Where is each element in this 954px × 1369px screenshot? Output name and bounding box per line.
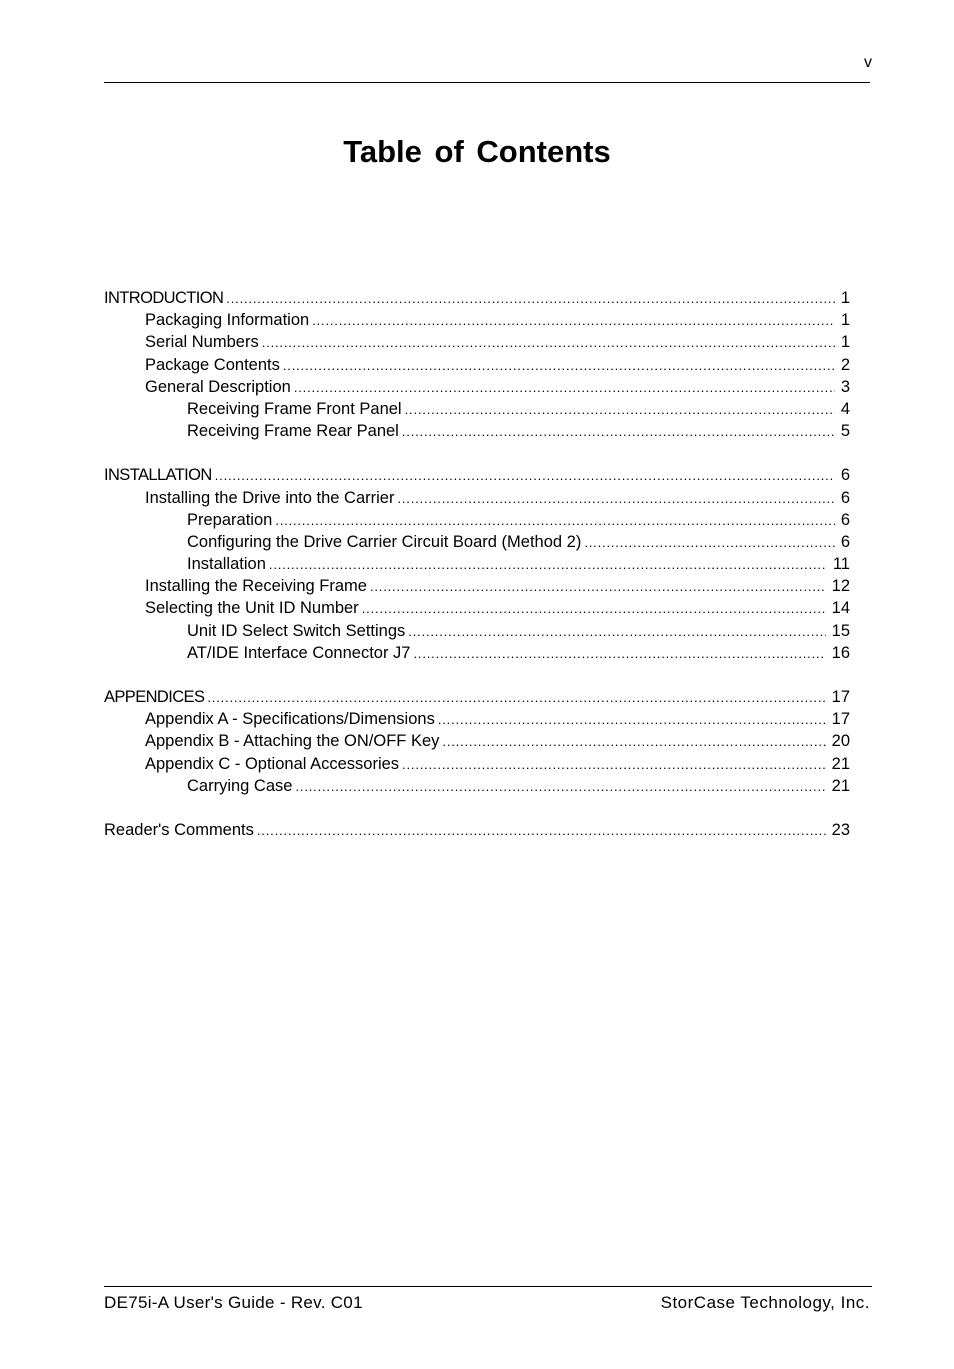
toc-entry-page: 6 — [840, 510, 850, 529]
toc-dot-leader — [402, 754, 826, 776]
toc-entry-label: Selecting the Unit ID Number — [145, 599, 359, 618]
toc-entry-page: 6 — [840, 532, 850, 551]
toc-dot-leader — [269, 554, 827, 576]
toc-entry-page: 6 — [840, 488, 850, 507]
toc-entry-page: 15 — [831, 621, 850, 640]
toc-entry-label: Unit ID Select Switch Settings — [187, 621, 406, 640]
toc-entry-page: 14 — [831, 599, 850, 618]
toc-entry-page: 20 — [831, 732, 850, 751]
toc-entry[interactable] — [104, 553, 850, 575]
toc-dot-leader — [262, 332, 835, 354]
toc-entry-label: Packaging Information — [145, 311, 310, 330]
toc-dot-leader — [402, 421, 835, 443]
toc-entry[interactable] — [104, 376, 850, 398]
toc-entry[interactable] — [104, 708, 850, 730]
toc-entry[interactable] — [104, 309, 850, 331]
toc-dot-leader — [215, 465, 835, 487]
toc-entry-page: 2 — [840, 355, 850, 374]
toc-entry-label: AT/IDE Interface Connector J7 — [187, 643, 411, 662]
toc-dot-leader — [257, 820, 826, 842]
toc-dot-leader — [408, 621, 825, 643]
toc-dot-leader — [275, 510, 835, 532]
toc-entry-label: Configuring the Drive Carrier Circuit Board (Method 2) — [187, 532, 582, 551]
footer-document-title: DE75i-A User's Guide - Rev. C01 — [104, 1293, 363, 1312]
toc-dot-leader — [438, 709, 826, 731]
toc-dot-leader — [226, 288, 835, 310]
toc-entry-page: 1 — [840, 289, 850, 307]
toc-entry[interactable] — [104, 620, 850, 642]
toc-entry-label: Carrying Case — [187, 776, 293, 795]
toc-entry-page: 12 — [831, 577, 850, 596]
toc-entry-page: 6 — [840, 466, 850, 485]
table-of-contents — [104, 287, 850, 841]
toc-entry-label: INSTALLATION — [104, 466, 212, 485]
toc-entry[interactable] — [104, 730, 850, 752]
toc-entry-page: 4 — [840, 399, 850, 418]
toc-dot-leader — [584, 532, 834, 554]
toc-entry-page: 21 — [831, 754, 850, 773]
toc-entry[interactable] — [104, 686, 850, 708]
toc-entry-label: Receiving Frame Rear Panel — [187, 422, 399, 441]
toc-entry[interactable] — [104, 464, 850, 486]
toc-entry-page: 17 — [831, 710, 850, 729]
toc-dot-leader — [207, 687, 825, 709]
page-number: v — [864, 54, 872, 71]
toc-entry[interactable] — [104, 775, 850, 797]
toc-entry-label: INTRODUCTION — [104, 289, 224, 307]
toc-entry[interactable] — [104, 819, 850, 841]
toc-entry[interactable] — [104, 575, 850, 597]
toc-dot-leader — [312, 310, 835, 332]
toc-entry-label: Installing the Drive into the Carrier — [145, 488, 395, 507]
toc-entry-label: Appendix B - Attaching the ON/OFF Key — [145, 732, 440, 751]
toc-dot-leader — [442, 731, 825, 753]
page-title: Table of Contents — [343, 134, 611, 169]
toc-dot-leader — [413, 643, 825, 665]
toc-entry-page: 23 — [831, 820, 850, 839]
footer-rule — [104, 1286, 872, 1287]
toc-entry-label: Preparation — [187, 510, 273, 529]
toc-entry[interactable] — [104, 487, 850, 509]
toc-entry-label: General Description — [145, 377, 291, 396]
toc-dot-leader — [362, 598, 826, 620]
toc-entry[interactable] — [104, 354, 850, 376]
toc-entry-label: Installation — [187, 555, 266, 574]
toc-entry-label: Serial Numbers — [145, 333, 259, 352]
toc-entry-label: Appendix C - Optional Accessories — [145, 754, 400, 773]
toc-entry[interactable] — [104, 331, 850, 353]
toc-dot-leader — [397, 488, 834, 510]
toc-entry-page: 21 — [831, 776, 850, 795]
toc-entry-page: 1 — [840, 333, 850, 352]
footer-company-name: StorCase Technology, Inc. — [660, 1293, 870, 1312]
toc-entry[interactable] — [104, 420, 850, 442]
header-rule — [104, 82, 870, 83]
toc-entry[interactable] — [104, 287, 850, 309]
toc-entry-page: 3 — [840, 377, 850, 396]
toc-entry[interactable] — [104, 753, 850, 775]
toc-dot-leader — [370, 576, 826, 598]
toc-entry[interactable] — [104, 597, 850, 619]
toc-dot-leader — [294, 377, 835, 399]
toc-entry-label: Reader's Comments — [104, 820, 254, 839]
toc-entry-page: 5 — [840, 422, 850, 441]
toc-entry[interactable] — [104, 531, 850, 553]
toc-entry[interactable] — [104, 642, 850, 664]
toc-entry-page: 11 — [832, 555, 850, 574]
toc-entry-page: 1 — [840, 311, 850, 330]
toc-entry-label: Package Contents — [145, 355, 280, 374]
toc-entry-label: Appendix A - Specifications/Dimensions — [145, 710, 435, 729]
toc-entry-page: 17 — [831, 688, 850, 706]
toc-dot-leader — [295, 776, 825, 798]
toc-entry[interactable] — [104, 398, 850, 420]
toc-entry-label: Installing the Receiving Frame — [145, 577, 367, 596]
toc-dot-leader — [283, 355, 835, 377]
toc-entry-label: Receiving Frame Front Panel — [187, 399, 402, 418]
toc-entry-page: 16 — [831, 643, 850, 662]
toc-dot-leader — [405, 399, 835, 421]
toc-entry-label: APPENDICES — [104, 688, 205, 706]
toc-entry[interactable] — [104, 509, 850, 531]
